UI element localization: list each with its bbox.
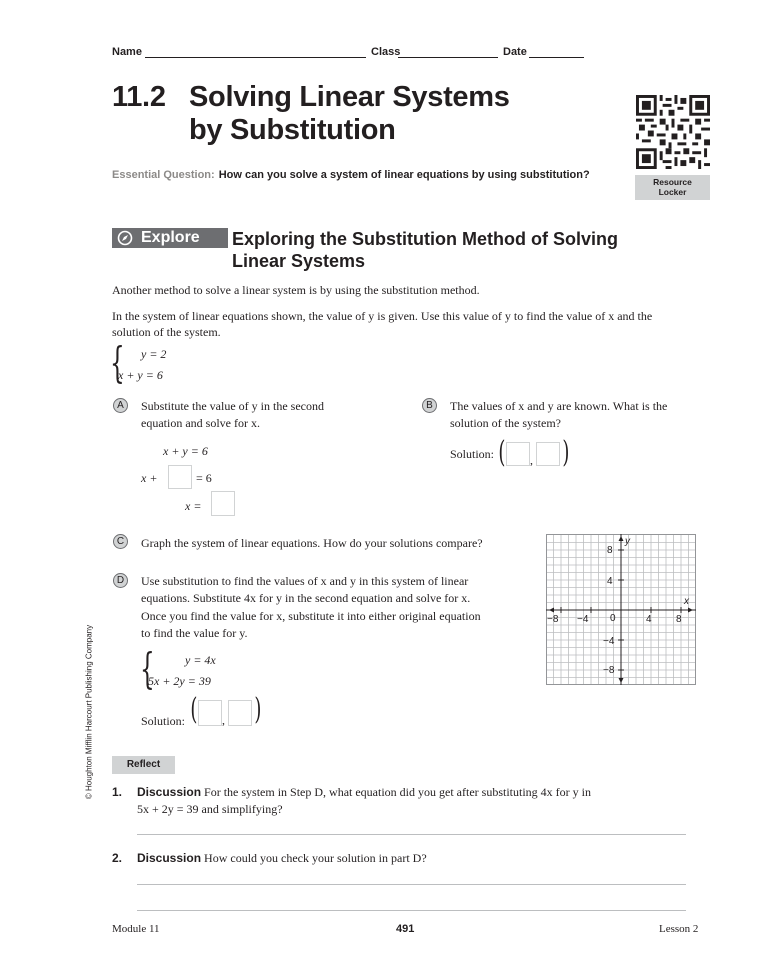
class-field[interactable] xyxy=(398,46,498,58)
class-label: Class xyxy=(371,46,401,58)
question-1-line1: For the system in Step D, what equation did you get after substituting 4x for y in xyxy=(204,785,591,799)
intro-paragraph-2-line2: solution of the system. xyxy=(112,325,221,339)
y-tick-label: −4 xyxy=(603,636,615,647)
step-d-system-eq1: y = 4x xyxy=(185,653,216,667)
x-tick-label: 0 xyxy=(610,613,616,624)
step-d-line3: Once you find the value for x, substitute it into either original equation xyxy=(141,609,481,623)
step-d-right-paren: ) xyxy=(254,692,262,727)
step-c-text: Graph the system of linear equations. How do your solutions compare? xyxy=(141,536,483,550)
date-label: Date xyxy=(503,46,527,58)
step-c-marker: C xyxy=(113,534,128,549)
x-tick-label: 4 xyxy=(646,614,652,625)
step-d-line2: equations. Substitute 4x for y in the second equation and solve for x. xyxy=(141,591,471,605)
step-a-line2: equation and solve for x. xyxy=(141,416,260,430)
step-d-line4: to find the value for y. xyxy=(141,626,248,640)
explore-title-line2: Linear Systems xyxy=(232,251,366,271)
question-1-lead: Discussion xyxy=(137,785,202,799)
step-a-answer-box-1[interactable] xyxy=(168,465,192,489)
qr-code-icon[interactable] xyxy=(636,95,710,169)
resource-locker-line1: Resource xyxy=(653,177,692,187)
step-b-x-box[interactable] xyxy=(506,442,530,466)
y-tick-label: 4 xyxy=(607,576,613,587)
y-tick-label: −8 xyxy=(603,665,615,676)
step-a-answer-box-2[interactable] xyxy=(211,491,235,516)
step-d-line1: Use substitution to find the values of x and y in this system of linear xyxy=(141,574,469,588)
question-2-lead: Discussion xyxy=(137,851,202,865)
question-1-answer-line[interactable] xyxy=(137,834,686,835)
footer-module: Module 11 xyxy=(112,923,160,935)
intro-paragraph-2-line1: In the system of linear equations shown, the value of y is given. Use this value of y to find the value of x and the xyxy=(112,309,653,323)
explore-title-line1: Exploring the Substitution Method of Solving xyxy=(232,229,618,249)
copyright-text: © Houghton Mifflin Harcourt Publishing Company xyxy=(84,624,94,800)
step-b-marker: B xyxy=(422,398,437,413)
explore-badge xyxy=(112,228,228,248)
step-b-line1: The values of x and y are known. What is the xyxy=(450,399,668,413)
x-axis-label: x xyxy=(684,596,689,607)
step-d-marker: D xyxy=(113,573,128,588)
step-a-marker: A xyxy=(113,398,128,413)
question-2-answer-line-1[interactable] xyxy=(137,884,686,885)
name-label: Name xyxy=(112,46,142,58)
name-field[interactable] xyxy=(145,46,366,58)
step-a-eq2-right: = 6 xyxy=(196,471,212,485)
date-field[interactable] xyxy=(529,46,584,58)
step-b-y-box[interactable] xyxy=(536,442,560,466)
step-b-solution-label: Solution: xyxy=(450,447,495,461)
essential-question-label: Essential Question: xyxy=(112,169,215,181)
step-d-x-box[interactable] xyxy=(198,700,222,726)
compass-icon xyxy=(117,230,133,246)
step-b-right-paren: ) xyxy=(562,435,570,470)
step-d-solution-label: Solution: xyxy=(141,714,186,728)
y-tick-label: 8 xyxy=(607,545,613,556)
question-1 xyxy=(137,784,591,801)
intro-system-eq2: x + y = 6 xyxy=(118,368,163,382)
lesson-title-line1: Solving Linear Systems xyxy=(189,81,510,113)
resource-locker-button[interactable] xyxy=(635,175,710,200)
question-1-number: 1. xyxy=(112,785,123,799)
step-a-eq2-left: x + xyxy=(141,471,158,485)
x-tick-label: 8 xyxy=(676,614,682,625)
step-d-y-box[interactable] xyxy=(228,700,252,726)
x-tick-label: −8 xyxy=(547,614,559,625)
explore-label: Explore xyxy=(141,229,200,246)
essential-question xyxy=(112,165,590,183)
x-tick-label: −4 xyxy=(577,614,589,625)
lesson-number: 11.2 xyxy=(112,81,166,113)
question-2 xyxy=(137,850,427,867)
step-a-eq1: x + y = 6 xyxy=(163,444,208,458)
footer-lesson: Lesson 2 xyxy=(659,923,699,935)
coordinate-grid[interactable] xyxy=(546,534,696,685)
step-d-comma: , xyxy=(222,713,225,727)
intro-system-eq1: y = 2 xyxy=(141,347,167,361)
essential-question-text: How can you solve a system of linear equations by using substitution? xyxy=(218,169,590,181)
question-1-line2: 5x + 2y = 39 and simplifying? xyxy=(137,802,283,816)
question-2-answer-line-2[interactable] xyxy=(137,910,686,911)
step-b-left-paren: ( xyxy=(498,435,506,470)
step-d-system-brace: { xyxy=(140,644,155,693)
step-d-system-eq2: 5x + 2y = 39 xyxy=(148,674,211,688)
resource-locker-line2: Locker xyxy=(658,187,687,197)
step-d-left-paren: ( xyxy=(190,692,198,727)
step-a-eq3-left: x = xyxy=(185,499,202,513)
step-a-line1: Substitute the value of y in the second xyxy=(141,399,324,413)
reflect-label: Reflect xyxy=(112,756,175,774)
step-b-line2: solution of the system? xyxy=(450,416,561,430)
system-brace: { xyxy=(110,338,125,387)
question-2-text: How could you check your solution in part D? xyxy=(204,851,427,865)
question-2-number: 2. xyxy=(112,851,123,865)
y-axis-label: y xyxy=(625,536,630,547)
intro-paragraph-1: Another method to solve a linear system is by using the substitution method. xyxy=(112,283,480,297)
page-number: 491 xyxy=(396,923,415,935)
step-b-comma: , xyxy=(530,453,533,467)
lesson-title-line2: by Substitution xyxy=(189,114,396,146)
